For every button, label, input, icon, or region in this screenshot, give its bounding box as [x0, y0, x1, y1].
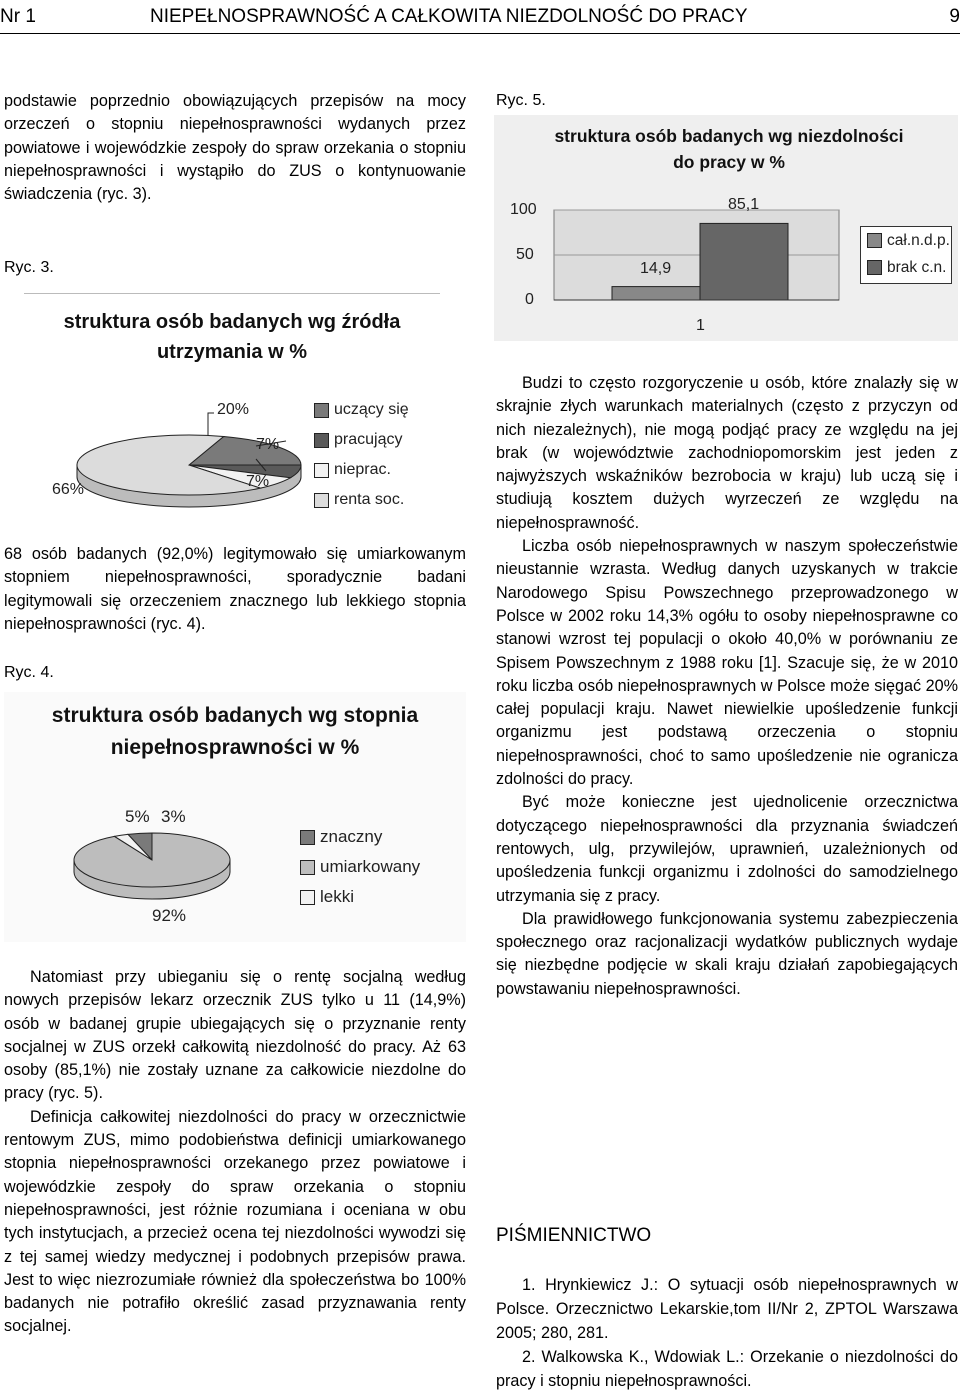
right-paragraphs: Budzi to często rozgoryczenie u osób, które znalazły się w skrajnie złych warunkach materialnych (często z przyczyn od nich niezależnych), nie mogą podjąć pracy ze względu na jej brak (w województwie zachodniopomorskim jest jeden z najwyższych wskaźników bezrobocia w kraju) lub uczą się i studiują kosztem dużych wyrzeczeń ze względu na niepełnosprawność. Liczba osób niepełnosprawnych w naszym społeczeństwie nieustannie wzrasta. Według danych uzyskanych w trakcie Narodowego Spisu Powszechnego przeprowadzonego w Polsce w 2002 roku 14,3% ogółu to osoby niepełnosprawne co stanowi wzrost tej populacji o około 40,0% w porównaniu ze Spisem Powszechnym z 1988 roku [1]. Szacuje się, że w 2010 roku liczba osób niepełnosprawnych w Polsce może sięgać 20% całej populacji kraju. Nawet niewielkie upośledzenie funkcji organizmu jest podstawą orzeczenia o stopniu niepełnosprawności, choć to samo upośledzenie nie ogranicza zdolności do pracy. Być może konieczne jest ujednolicenie orzecznictwa dotyczącego niepełnosprawności dla przyznania świadczeń rentowych, ulg, przywilejów, uprawnień, uzależnionych od upośledzenia funkcji organizmu i zdolności do samodzielnego utrzymania się z pracy. Dla prawidłowego funkcjonowania systemu zabezpieczenia społecznego oraz racjonalizacji wydatków publicznych wydaje się niezbędne podjęcie w skali kraju działań zapobiegających powstawaniu niepełnosprawności. [496, 374, 958, 998]
legend-swatch [314, 463, 329, 478]
legend-item [867, 254, 951, 281]
issue-number: Nr 1 [0, 6, 36, 27]
legend-label: umiarkowany [320, 857, 421, 876]
legend-label: nieprac. [334, 461, 391, 478]
data-label: 14,9 [640, 260, 672, 277]
chart-title: struktura osób badanych wg stopnia niepełnosprawności w % [51, 704, 419, 759]
page-number: 9 [949, 6, 960, 27]
legend-label: znaczny [320, 827, 383, 846]
legend-item [314, 485, 409, 515]
legend-swatch [314, 403, 329, 418]
figure-5-caption: Ryc. 5. [496, 92, 546, 109]
legend-swatch [867, 233, 882, 248]
legend-swatch [300, 890, 315, 905]
legend-swatch [314, 493, 329, 508]
legend-swatch [867, 260, 882, 275]
legend-label: uczący się [334, 401, 409, 418]
legend-label: renta soc. [334, 491, 405, 508]
figure-4-caption: Ryc. 4. [4, 664, 54, 681]
reference-item: 1. Hrynkiewicz J.: O sytuacji osób niepełnosprawnych w Polsce. Orzecznictwo Lekarskie,tom II/Nr 2, ZPTOL Warszawa 2005; 280, 281. [496, 1276, 958, 1342]
data-label: 85,1 [728, 196, 760, 213]
data-label: 20% [217, 401, 250, 418]
figure-3-caption: Ryc. 3. [4, 259, 54, 276]
y-tick-label: 0 [525, 291, 534, 308]
running-title: NIEPEŁNOSPRAWNOŚĆ A CAŁKOWITA NIEZDOLNOŚĆ DO PRACY [150, 6, 748, 27]
references-heading: PIŚMIENNICTWO [496, 1225, 652, 1246]
legend-swatch [314, 433, 329, 448]
bar-2 [700, 223, 788, 300]
legend-swatch [300, 830, 315, 845]
figure-3-chart [24, 293, 440, 521]
header-rule [0, 33, 960, 34]
chart-legend [314, 395, 409, 515]
legend-item [314, 455, 409, 485]
legend-item [300, 822, 420, 852]
data-label: 66% [52, 481, 85, 498]
chart-title: struktura osób badanych wg źródła utrzymania w % [63, 311, 401, 363]
page-header [0, 0, 960, 34]
left-paragraph-1: podstawie poprzednio obowiązujących przepisów na mocy orzeczeń o stopniu niepełnosprawności wydanych przez powiatowe i wojewódzkie zespoły do spraw orzekania o stopniu niepełnosprawności i wystąpiło do ZUS o kontynuowanie świadczenia (ryc. 3). [4, 92, 466, 204]
figure-5-chart [494, 115, 958, 341]
data-label: 7% [256, 436, 280, 453]
legend-swatch [300, 860, 315, 875]
legend-label: lekki [320, 887, 355, 906]
chart-legend [300, 822, 420, 912]
legend-item [867, 227, 951, 254]
leader-line [208, 413, 214, 435]
bar-1 [612, 287, 700, 300]
figure-4-chart [4, 692, 466, 942]
legend-item [300, 882, 420, 912]
data-label: 3% [161, 807, 186, 826]
legend-label: pracujący [334, 431, 403, 448]
y-tick-label: 100 [510, 201, 537, 218]
legend-label: brak c.n. [887, 258, 947, 276]
legend-item [300, 852, 420, 882]
reference-item: 2. Walkowska K., Wdowiak L.: Orzekanie o niezdolności do pracy i stopniu niepełnosprawności. [496, 1348, 958, 1390]
chart-legend [860, 226, 952, 284]
legend-item [314, 395, 409, 425]
left-paragraph-2: 68 osób badanych (92,0%) legitymowało się umiarkowanym stopniem niepełnosprawności, sporadycznie badani legitymowali się orzeczeniem znacznego lub lekkiego stopnia niepełnosprawności (ryc. 4). [4, 545, 466, 633]
left-paragraph-3: Natomiast przy ubieganiu się o rentę socjalną według nowych przepisów lekarz orzecznik ZUS tylko u 11 (14,9%) osób w badanej grupie ubiegających się o przyznanie renty socjalnej w ZUS orzekł całkowitą niezdolność do pracy. Aż 63 osoby (85,1%) nie zostały uznane za całkowicie niezdolne do pracy (ryc. 5). Definicja całkowitej niezdolności do pracy w orzecznictwie rentowym ZUS, mimo podobieństwa definicji umiarkowanego stopnia niepełnosprawności orzekanego przez powiatowe i wojewódzkie zespoły do spraw orzekania o stopniu niepełnosprawności, jest różnie rozumiana i oceniana w obu tych instytucjach, a przecież ocena tej niezdolności wywodzi się z tej samej wiedzy medycznej i podobnych przepisów prawa. Jest to więc niezrozumiałe również dla społeczeństwa bo 100% badanych nie potrafiło określić zasad przyznawania renty socjalnej. [4, 968, 466, 1336]
data-label: 92% [152, 906, 187, 925]
data-label: 7% [246, 473, 270, 490]
reference-list [496, 1273, 958, 1393]
y-tick-label: 50 [516, 246, 534, 263]
chart-title: struktura osób badanych wg niezdolności do pracy w % [554, 126, 904, 172]
legend-label: cał.n.d.p. [887, 231, 950, 249]
x-tick-label: 1 [696, 317, 705, 334]
legend-item [314, 425, 409, 455]
data-label: 5% [125, 807, 150, 826]
